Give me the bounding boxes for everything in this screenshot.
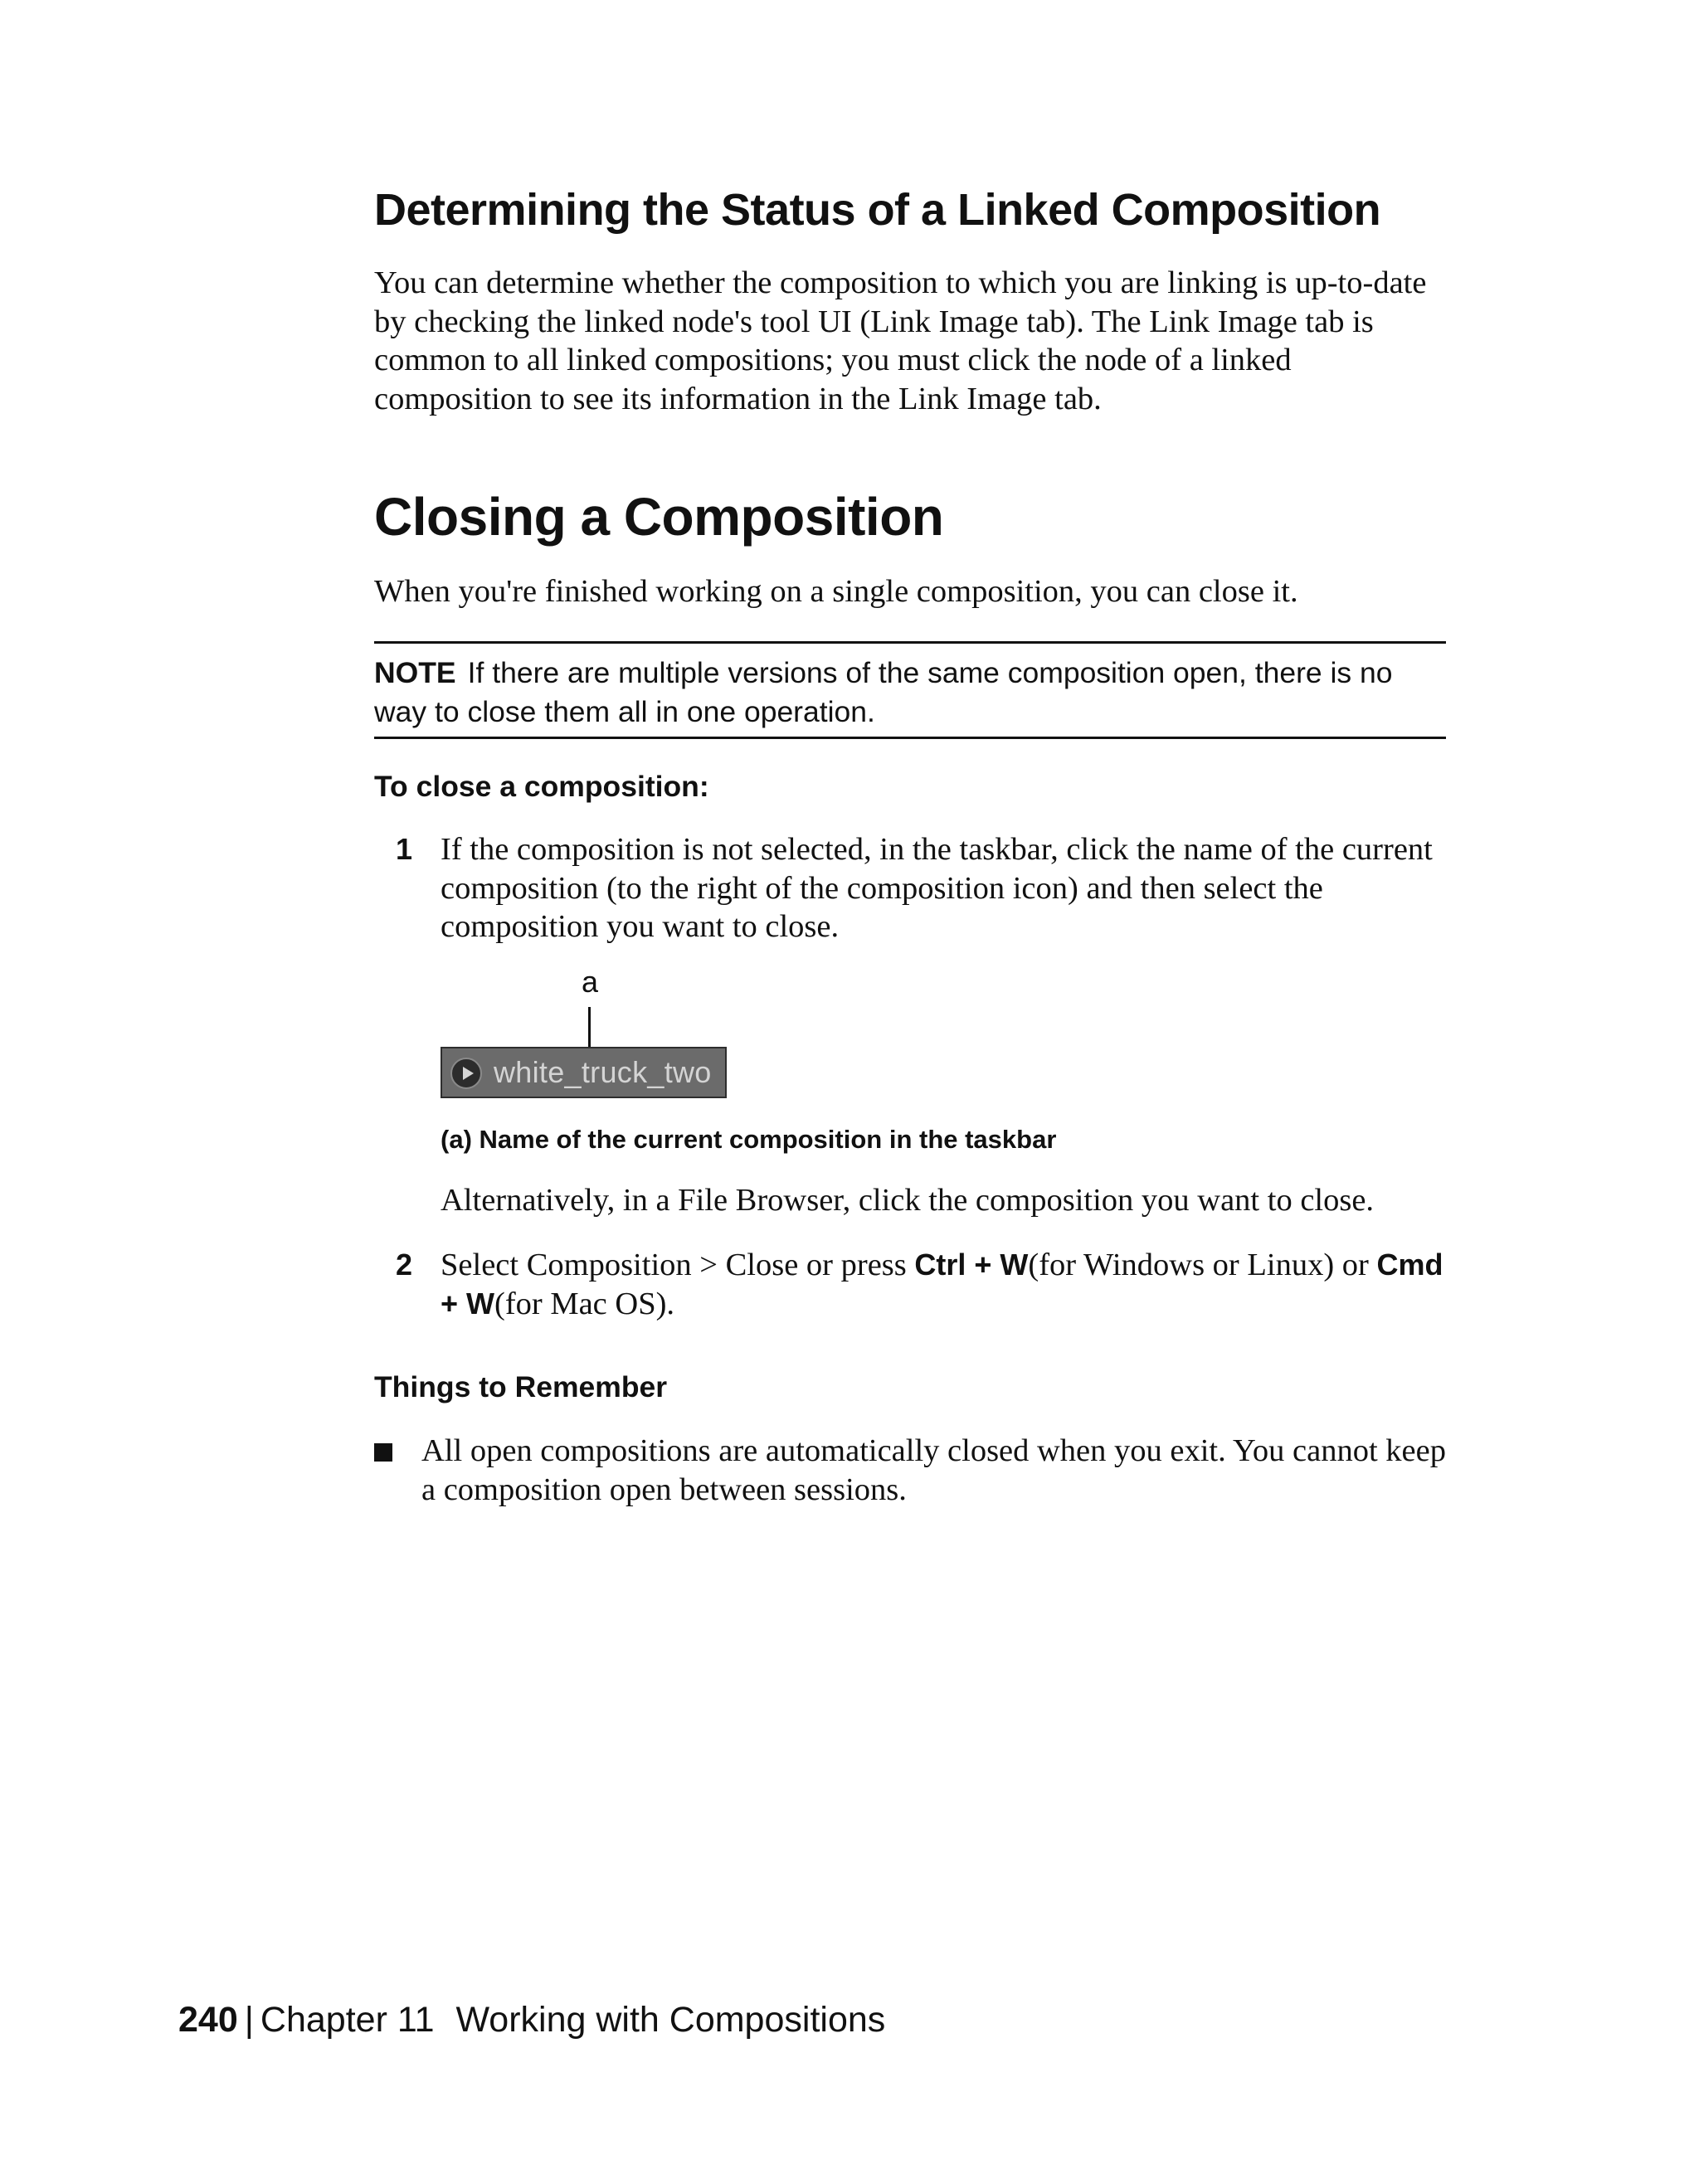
footer-chapter: Chapter 11 (260, 2000, 435, 2040)
step-text-part: Select Composition > Close or press (441, 1248, 915, 1282)
note-text: If there are multiple versions of the same composition open, there is no way to close them all in one operation. (374, 656, 1393, 728)
note-box (374, 641, 1446, 739)
page-footer (178, 2000, 885, 2041)
section-heading-linked-status: Determining the Status of a Linked Composition (374, 185, 1381, 235)
figure-caption: (a) Name of the current composition in the taskbar (441, 1125, 1057, 1154)
step-text-part: (for Mac OS). (494, 1286, 675, 1321)
callout-letter: a (582, 965, 599, 999)
step-text (441, 1246, 1453, 1323)
things-to-remember-heading: Things to Remember (374, 1370, 668, 1403)
bullet-square-icon (374, 1443, 392, 1462)
alternative-text: Alternatively, in a File Browser, click the composition you want to close. (441, 1183, 1375, 1218)
play-circle-icon (450, 1058, 482, 1089)
shortcut-mac: Cmd + W (441, 1248, 1443, 1321)
footer-separator: | (244, 2000, 254, 2040)
section-body-linked-status: You can determine whether the composition to which you are linking is up-to-date by checking the linked node's tool UI (Link Image tab). The Link Image tab is common to all linked compositions; you must click the node of a linked composition to see its information in the Link Image tab. (374, 265, 1427, 416)
footer-title: Working with Compositions (455, 2000, 886, 2040)
note-label: NOTE (374, 656, 456, 689)
taskbar-composition-name[interactable] (441, 1047, 727, 1098)
procedure-title: To close a composition: (374, 770, 709, 803)
step-number: 1 (396, 832, 413, 866)
closing-intro: When you're finished working on a single composition, you can close it. (374, 574, 1298, 609)
remember-item: All open compositions are automatically closed when you exit. You cannot keep a composition open between sessions. (421, 1433, 1446, 1507)
page-number: 240 (178, 2000, 238, 2040)
composition-name-label: white_truck_two (494, 1055, 712, 1089)
step-text-part: (for Windows or Linux) or (1028, 1248, 1377, 1282)
section-heading-closing: Closing a Composition (374, 487, 944, 547)
step-number: 2 (396, 1248, 413, 1282)
shortcut-windows: Ctrl + W (914, 1248, 1029, 1282)
note-paragraph (374, 654, 1446, 731)
step-text: If the composition is not selected, in the taskbar, click the name of the current composition (to the right of the composition icon) and then select the composition you want to close. (441, 832, 1433, 944)
